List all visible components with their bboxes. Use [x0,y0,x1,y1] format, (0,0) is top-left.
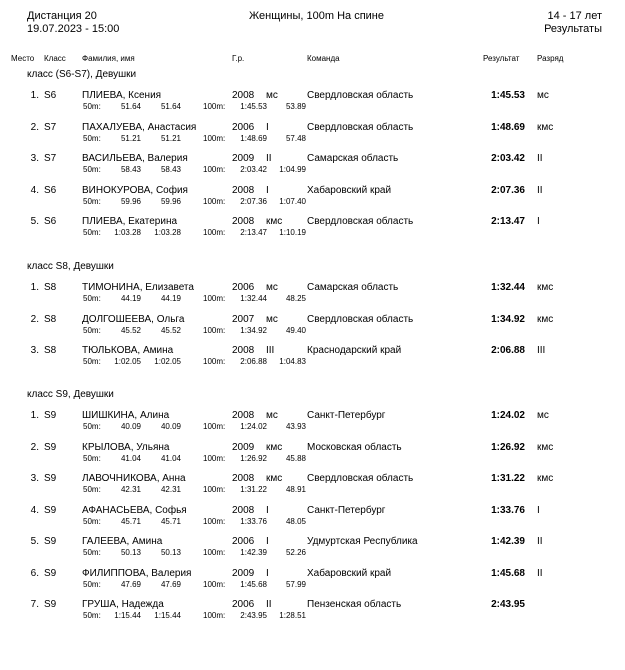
athlete-place: 6. [30,567,39,579]
athlete-name: ПЛИЕВА, Ксения [82,90,162,101]
split-100-time: 1:48.69 [240,133,267,143]
athlete-result: 2:03.42 [491,153,525,164]
split-100-lap: 49.40 [285,325,306,335]
athlete-qualification: II [266,153,272,164]
split-50-time: 1:15.44 [114,611,141,620]
athlete-qualification: кмс [266,473,283,484]
split-100-time: 2:06.88 [240,357,267,366]
split-50-lap: 51.21 [160,133,181,143]
split-100-label: 100m: [203,294,226,303]
split-50-time: 45.52 [120,325,141,335]
col-name: Фамилия, имя [82,54,135,63]
athlete-team: Самарская область [307,282,399,293]
split-50-lap: 45.71 [160,516,181,526]
athlete-qualification: II [266,599,272,610]
athlete-name: ПЛИЕВА, Екатерина [82,216,178,227]
athlete-qualification: кмс [266,216,283,227]
split-50-lap: 58.43 [160,165,181,174]
split-50-label: 50m: [83,516,101,526]
split-100-lap: 57.99 [285,579,306,589]
athlete-qualification: мс [266,313,278,325]
split-100-label: 100m: [203,485,226,494]
athlete-place: 5. [30,216,39,227]
athlete-team: Свердловская область [307,121,414,133]
athlete-name: ТИМОНИНА, Елизавета [82,282,194,293]
split-50-lap: 59.96 [160,196,181,206]
athlete-year: 2008 [232,345,255,356]
split-50-label: 50m: [83,325,101,335]
athlete-class: S8 [44,282,57,293]
split-50-lap: 42.31 [160,485,181,494]
athlete-team: Свердловская область [307,473,414,484]
athlete-team: Краснодарский край [307,345,402,356]
split-50-time: 41.04 [120,453,141,463]
athlete-rank: II [537,536,543,547]
split-50-time: 51.64 [120,102,141,111]
split-100-lap: 52.26 [285,548,306,557]
col-place: Место [11,54,35,63]
split-100-time: 2:13.47 [240,228,267,237]
athlete-result: 1:45.53 [491,90,525,101]
athlete-result: 1:32.44 [491,282,525,293]
report-type: Результаты [544,23,602,35]
athlete-team: Пензенская область [307,599,402,610]
athlete-team: Санкт-Петербург [307,410,386,421]
split-50-lap: 1:02.05 [154,357,181,366]
athlete-name: ДОЛГОШЕЕВА, Ольга [82,313,185,325]
split-50-time: 47.69 [120,579,141,589]
split-100-time: 1:34.92 [240,325,267,335]
split-100-lap: 48.25 [285,294,306,303]
athlete-year: 2008 [232,184,255,196]
split-50-time: 51.21 [120,133,141,143]
split-100-lap: 1:10.19 [279,228,306,237]
athlete-name: ПАХАЛУЕВА, Анастасия [82,121,197,133]
athlete-place: 2. [30,441,39,453]
athlete-rank: II [537,184,543,196]
split-100-label: 100m: [203,548,226,557]
split-100-lap: 1:04.99 [279,165,306,174]
split-100-label: 100m: [203,357,226,366]
athlete-place: 1. [30,282,39,293]
split-100-label: 100m: [203,133,226,143]
split-50-time: 44.19 [120,294,141,303]
athlete-place: 7. [30,599,39,610]
split-50-lap: 40.09 [160,422,181,431]
athlete-class: S9 [44,536,57,547]
athlete-place: 1. [30,90,39,101]
athlete-result: 1:34.92 [491,313,525,325]
split-100-lap: 1:04.83 [279,357,306,366]
athlete-result: 1:42.39 [491,536,525,547]
split-50-label: 50m: [83,485,101,494]
athlete-place: 2. [30,313,39,325]
split-50-lap: 50.13 [160,548,181,557]
athlete-place: 3. [30,345,39,356]
col-class: Класс [44,54,66,63]
split-50-time: 42.31 [120,485,141,494]
split-50-label: 50m: [83,611,101,620]
split-50-time: 40.09 [120,422,141,431]
athlete-qualification: I [266,121,269,133]
split-50-lap: 47.69 [160,579,181,589]
athlete-class: S7 [44,153,57,164]
split-50-lap: 51.64 [160,102,181,111]
athlete-class: S9 [44,473,57,484]
athlete-team: Хабаровский край [307,567,392,579]
athlete-year: 2009 [232,567,255,579]
event-datetime: 19.07.2023 - 15:00 [27,23,120,35]
split-50-label: 50m: [83,579,101,589]
split-50-lap: 1:03.28 [154,228,181,237]
split-100-lap: 1:28.51 [279,611,306,620]
athlete-place: 3. [30,473,39,484]
split-50-label: 50m: [83,228,101,237]
athlete-year: 2008 [232,90,255,101]
athlete-rank: I [537,504,540,516]
athlete-year: 2008 [232,216,255,227]
athlete-team: Московская область [307,441,402,453]
athlete-rank: кмс [537,441,554,453]
split-100-lap: 48.05 [285,516,306,526]
split-50-lap: 41.04 [160,453,181,463]
athlete-year: 2006 [232,536,255,547]
split-100-label: 100m: [203,325,226,335]
col-year: Г.р. [232,54,245,63]
split-100-label: 100m: [203,611,226,620]
athlete-class: S6 [44,216,57,227]
athlete-result: 1:45.68 [491,567,525,579]
athlete-rank: кмс [537,313,554,325]
athlete-place: 3. [30,153,39,164]
athlete-year: 2006 [232,121,255,133]
split-100-label: 100m: [203,453,226,463]
split-50-label: 50m: [83,294,101,303]
athlete-team: Самарская область [307,153,399,164]
athlete-name: КРЫЛОВА, Ульяна [82,441,170,453]
split-50-label: 50m: [83,548,101,557]
athlete-result: 1:48.69 [491,121,525,133]
event-title: Женщины, 100m На спине [249,10,384,22]
split-100-label: 100m: [203,228,226,237]
athlete-class: S8 [44,313,57,325]
athlete-place: 4. [30,184,39,196]
split-100-time: 1:45.68 [240,579,267,589]
athlete-year: 2007 [232,313,255,325]
athlete-qualification: I [266,567,269,579]
split-100-lap: 1:07.40 [279,196,306,206]
athlete-rank: мс [537,410,549,421]
athlete-team: Хабаровский край [307,184,392,196]
split-50-label: 50m: [83,102,101,111]
athlete-year: 2009 [232,441,255,453]
split-50-label: 50m: [83,133,101,143]
athlete-team: Свердловская область [307,216,414,227]
athlete-team: Санкт-Петербург [307,504,386,516]
athlete-rank: II [537,567,543,579]
split-100-label: 100m: [203,165,226,174]
split-100-lap: 53.89 [285,102,306,111]
split-100-label: 100m: [203,102,226,111]
split-100-time: 1:31.22 [240,485,267,494]
split-100-label: 100m: [203,579,226,589]
athlete-name: ТЮЛЬКОВА, Амина [82,345,174,356]
athlete-name: ЛАВОЧНИКОВА, Анна [82,473,186,484]
athlete-year: 2008 [232,410,255,421]
split-50-lap: 44.19 [160,294,181,303]
split-50-time: 50.13 [120,548,141,557]
athlete-place: 1. [30,410,39,421]
athlete-class: S9 [44,504,57,516]
athlete-name: ШИШКИНА, Алина [82,410,170,421]
athlete-team: Свердловская область [307,313,414,325]
athlete-result: 1:33.76 [491,504,525,516]
athlete-team: Свердловская область [307,90,414,101]
col-result: Результат [483,54,520,63]
split-50-label: 50m: [83,357,101,366]
split-100-lap: 48.91 [285,485,306,494]
athlete-result: 1:31.22 [491,473,525,484]
athlete-year: 2006 [232,282,255,293]
split-50-label: 50m: [83,453,101,463]
athlete-name: ВАСИЛЬЕВА, Валерия [82,153,188,164]
split-50-label: 50m: [83,165,101,174]
group-title: класс (S6-S7), Девушки [27,69,137,80]
athlete-qualification: I [266,536,269,547]
athlete-result: 1:26.92 [491,441,525,453]
athlete-qualification: I [266,504,269,516]
split-50-time: 1:03.28 [114,228,141,237]
athlete-rank: кмс [537,473,554,484]
athlete-qualification: мс [266,90,278,101]
athlete-place: 4. [30,504,39,516]
split-50-time: 45.71 [120,516,141,526]
athlete-result: 1:24.02 [491,410,525,421]
athlete-team: Удмуртская Республика [307,536,418,547]
athlete-name: ГАЛЕЕВА, Амина [82,536,163,547]
athlete-name: ВИНОКУРОВА, София [82,184,188,196]
athlete-name: АФАНАСЬЕВА, Софья [82,504,187,516]
age-range: 14 - 17 лет [547,10,602,22]
athlete-class: S9 [44,599,57,610]
athlete-qualification: III [266,345,275,356]
split-100-time: 2:03.42 [240,165,267,174]
athlete-class: S6 [44,184,57,196]
split-50-time: 58.43 [120,165,141,174]
athlete-rank: III [537,345,546,356]
split-50-lap: 45.52 [160,325,181,335]
athlete-rank: кмс [537,121,554,133]
athlete-result: 2:06.88 [491,345,525,356]
split-100-time: 1:45.53 [240,102,267,111]
col-team: Команда [307,54,340,63]
athlete-year: 2008 [232,473,255,484]
athlete-class: S7 [44,121,57,133]
athlete-place: 2. [30,121,39,133]
athlete-name: ГРУША, Надежда [82,599,164,610]
split-100-time: 1:26.92 [240,453,267,463]
split-100-lap: 43.93 [285,422,306,431]
split-50-time: 1:02.05 [114,357,141,366]
athlete-qualification: I [266,184,269,196]
split-100-label: 100m: [203,422,226,431]
group-title: класс S8, Девушки [27,261,114,272]
athlete-place: 5. [30,536,39,547]
athlete-rank: кмс [537,282,554,293]
athlete-result: 2:43.95 [491,599,525,610]
split-50-label: 50m: [83,196,101,206]
athlete-year: 2009 [232,153,255,164]
athlete-rank: II [537,153,543,164]
split-100-time: 2:07.36 [240,196,267,206]
split-100-time: 1:33.76 [240,516,267,526]
split-50-time: 59.96 [120,196,141,206]
col-rank: Разряд [537,54,564,63]
athlete-class: S6 [44,90,57,101]
athlete-class: S8 [44,345,57,356]
athlete-qualification: мс [266,282,278,293]
split-50-lap: 1:15.44 [154,611,181,620]
athlete-class: S9 [44,567,57,579]
split-100-time: 2:43.95 [240,611,267,620]
athlete-rank: I [537,216,540,227]
athlete-qualification: мс [266,410,278,421]
split-100-time: 1:32.44 [240,294,267,303]
split-100-label: 100m: [203,516,226,526]
athlete-year: 2006 [232,599,255,610]
split-100-label: 100m: [203,196,226,206]
athlete-result: 2:13.47 [491,216,525,227]
athlete-class: S9 [44,410,57,421]
athlete-year: 2008 [232,504,255,516]
athlete-rank: мс [537,90,549,101]
split-100-time: 1:42.39 [240,548,267,557]
group-title: класс S9, Девушки [27,389,114,400]
split-100-time: 1:24.02 [240,422,267,431]
athlete-class: S9 [44,441,57,453]
athlete-name: ФИЛИППОВА, Валерия [82,567,192,579]
split-100-lap: 57.48 [285,133,306,143]
split-100-lap: 45.88 [285,453,306,463]
athlete-result: 2:07.36 [491,184,525,196]
distance-label: Дистанция 20 [27,10,97,22]
split-50-label: 50m: [83,422,101,431]
athlete-qualification: кмс [266,441,283,453]
